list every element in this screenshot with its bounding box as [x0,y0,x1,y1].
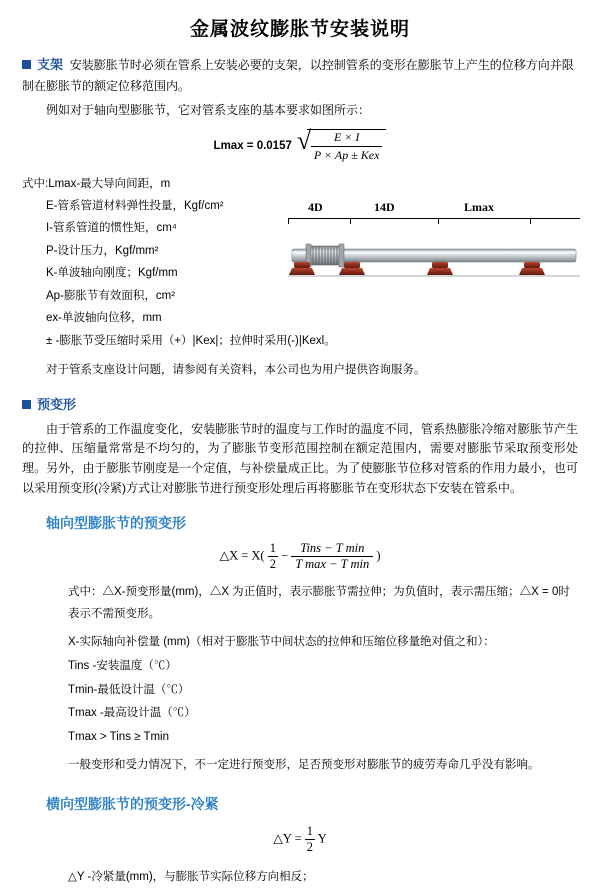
definition-item: ex-单波轴向位移，mm [46,312,162,325]
formula-axial-rhs: ) [376,548,381,563]
support-design-note: 对于管系支座设计问题，请参阅有关资料，本公司也为用户提供咨询服务。 [46,363,426,376]
diagram-dimension-labels [288,200,580,218]
definition-item: K-单波轴向刚度；Kgf/mm [46,267,178,280]
radical-icon: √ $\frac{E \times I}{\text{P × Ap ± Kex}}$ [297,129,387,163]
section-heading-predeform-label: 预变形 [37,396,77,412]
formula-lateral-coldpull [22,824,578,855]
axial-tail-note: 一般变形和受力情况下，不一定进行预变形，足否预变形对膨胀节的疲劳寿命几乎没有影响。 [68,759,540,772]
formula-lateral-rhs: Y [317,831,327,846]
formula-axial-ratio [291,541,373,572]
diagram-label-14d: 14D [374,200,395,214]
diagram-dimension-rule [288,218,580,225]
diagram-label-4d: 4D [308,200,323,214]
subsection-heading-lateral: 横向型膨胀节的预变形-冷紧 [46,795,219,812]
formula-lateral-half [305,824,315,855]
diagram-label-lmax: Lmax [464,200,494,214]
formula-lmax-denominator: P × Ap ± Kex [313,147,380,162]
axial-term-item: Tins -安装温度（℃） [68,660,177,672]
half-denominator: 2 [306,839,314,854]
definition-item: 式中:Lmax-最大导向间距，m [22,177,171,190]
axial-expansion-joint-support-diagram [288,200,580,312]
axial-term-item: X-实际轴向补偿量 (mm)（相对于膨胀节中间状态的拉伸和压缩位移量绝对值之和）： [68,636,495,649]
subsection-heading-axial: 轴向型膨胀节的预变形 [46,514,186,531]
square-bullet-icon [22,400,31,409]
half-numerator: 1 [269,540,276,555]
section-bracket-lead: 安装膨胀节时必须在管系上安装必要的支架，以控制管系的变形在膨胀节上产生的位移方向并限制在膨胀节的额定位移范围内。 [22,57,574,93]
formula-axial-lhs: △X = X( [219,548,265,563]
formula-lmax [22,125,578,163]
formula-lmax-numerator: E × I [311,130,383,147]
definition-item: I-管系管道的惯性矩，cm⁴ [46,222,177,235]
formula-axial-explanation: 式中：△X-预变形量(mm)，△X 为正值时，表示膨胀节需拉伸；为负值时，表示需压缩；△X = 0时表示不需预变形。 [68,585,570,620]
ratio-denominator: T max − T min [295,556,370,571]
section-heading-bracket-label: 支架 [37,57,64,73]
half-denominator: 2 [269,556,276,571]
half-numerator: 1 [306,823,314,838]
definition-item: Ap-膨胀节有效面积，cm² [46,289,176,302]
ratio-numerator: Tins − T min [291,541,373,557]
axial-term-item: Tmax -最高设计温（℃） [68,707,196,720]
lateral-tail-note: △Y -冷紧量(mm)，与膨胀节实际位移方向相反； [68,870,314,883]
formula-lateral-lhs: △Y = [273,831,302,846]
definition-item: E-管系管道材料弹性投量，Kgf/cm² [46,199,224,212]
page-title: 金属波纹膨胀节安装说明 [189,19,410,40]
formula-axial-minus: − [281,548,289,563]
formula-axial-half [268,541,278,572]
axial-terms-list [22,631,578,749]
piping-diagram-svg [288,227,580,307]
formula-lmax-lhs: Lmax = 0.0157 [213,139,292,152]
definition-item: P-设计压力，Kgf/mm² [46,244,159,257]
section-heading-predeform [22,395,578,416]
axial-term-item: Tmax > Tins ≥ Tmin [68,730,169,743]
section-heading-bracket [22,55,578,97]
axial-term-item: Tmin-最低设计温（℃） [68,683,190,696]
section-bracket-paragraph: 例如对于轴向型膨胀节，它对管系支座的基本要求如图所示： [46,102,371,117]
formula-axial-predeform [22,541,578,572]
section-predeform-paragraph: 由于管系的工作温度变化，安装膨胀节时的温度与工作时的温度不同，管系热膨胀冷缩对膨胀节产生的拉伸、压缩量常常是不均匀的，为了膨胀节变形范围控制在额定范围内，需要对膨胀节采取预变形处理。另外，由于膨胀节刚度是一个定值，与补偿量成正比。为了使膨胀节位移对管系的作用力最小，也可以采用预变形(冷紧)方式让对膨胀节进行预变形处理后再将膨胀节在变形状态下安装在管系中。 [22,421,578,495]
square-bullet-icon [22,60,31,69]
definition-item: ± -膨胀节受压缩时采用（+）|Kex|；拉伸时采用(-)|Kexl。 [46,334,336,347]
document-page [0,14,600,883]
